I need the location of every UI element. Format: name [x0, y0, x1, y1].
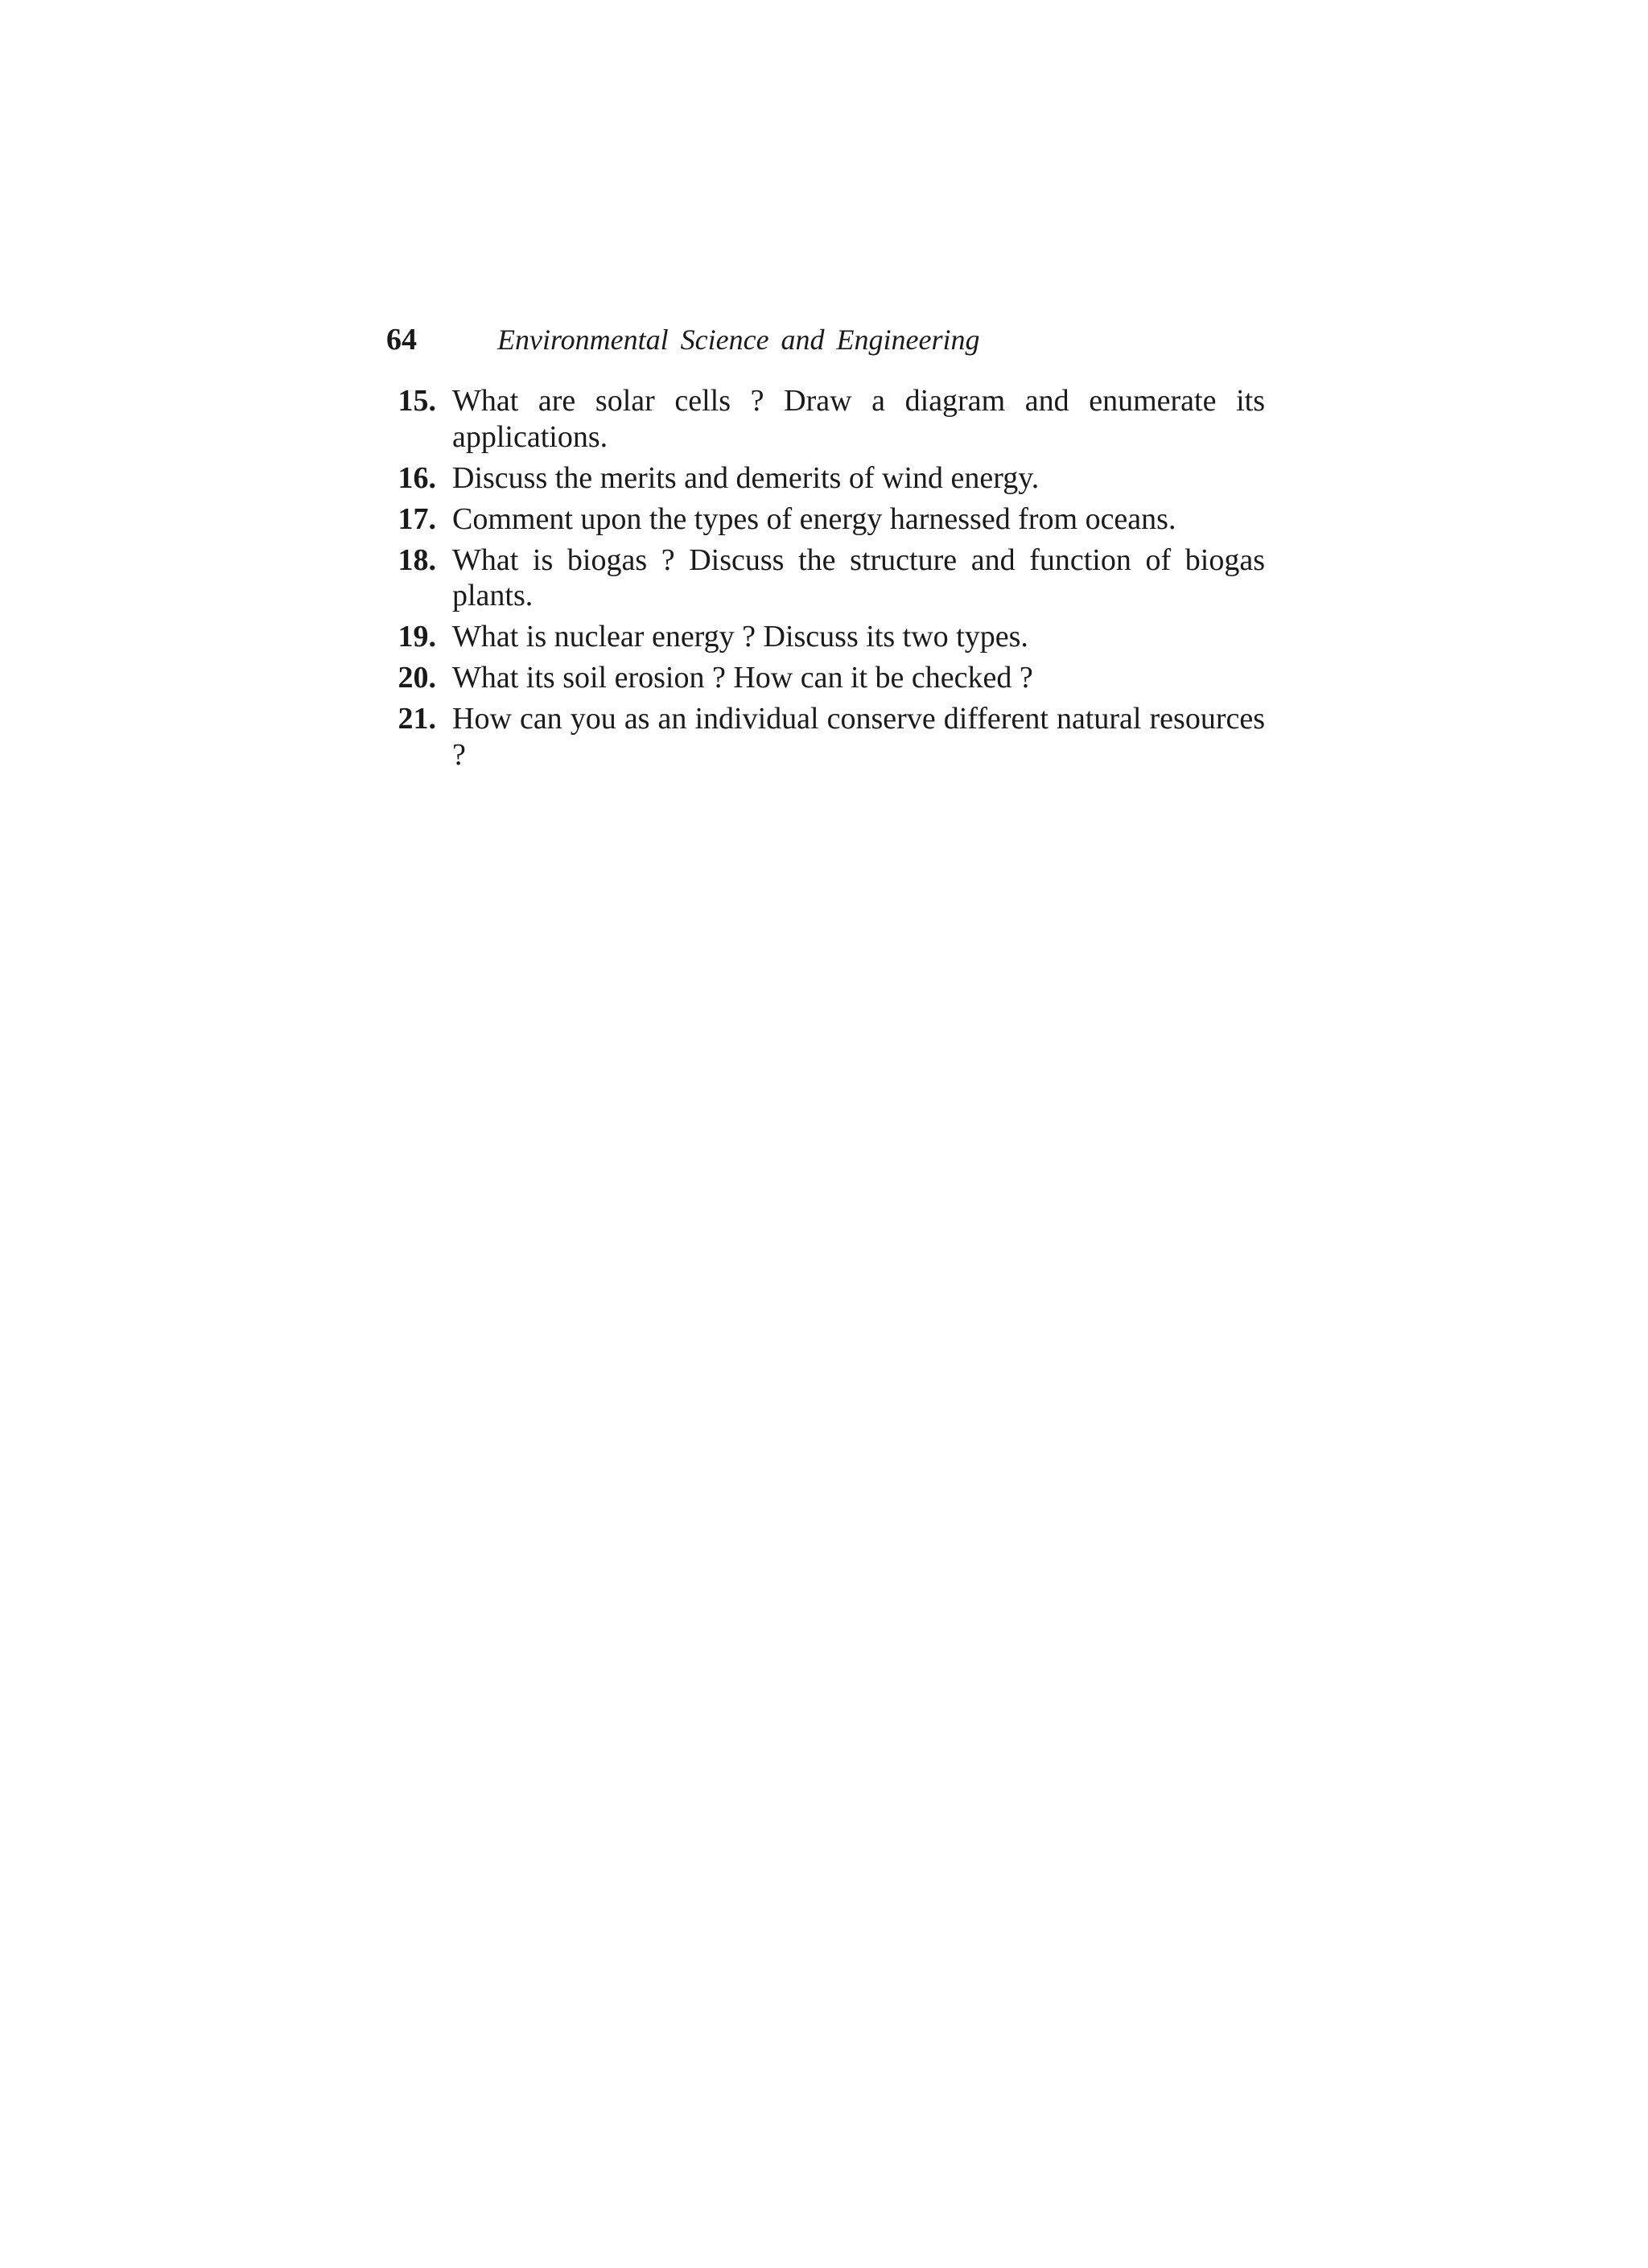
running-title: Environmental Science and Engineering — [497, 324, 980, 356]
question-text: How can you as an individual conserve different natural resources ? — [452, 702, 1265, 772]
question-number: 21. — [398, 702, 436, 736]
question-number: 16. — [398, 460, 436, 495]
page-header — [386, 319, 1271, 361]
question-number: 18. — [398, 542, 436, 577]
question-item-19 — [386, 619, 1265, 655]
page-number: 64 — [386, 323, 417, 357]
question-text: What are solar cells ? Draw a diagram and enumerate its applications. — [452, 384, 1265, 454]
question-number: 15. — [398, 384, 436, 418]
question-item-17 — [386, 501, 1265, 538]
question-text: What is nuclear energy ? Discuss its two types. — [452, 620, 1028, 654]
question-text: Discuss the merits and demerits of wind energy. — [452, 460, 1040, 495]
question-number: 19. — [398, 620, 436, 654]
question-number: 17. — [398, 501, 436, 536]
question-list — [386, 383, 1265, 778]
question-item-21 — [386, 701, 1265, 773]
question-text: What its soil erosion ? How can it be checked ? — [452, 661, 1033, 695]
question-number: 20. — [398, 661, 436, 695]
question-item-20 — [386, 660, 1265, 696]
question-item-16 — [386, 460, 1265, 497]
question-item-18 — [386, 542, 1265, 614]
question-text: Comment upon the types of energy harnessed from oceans. — [452, 501, 1176, 536]
question-item-15 — [386, 383, 1265, 455]
question-text: What is biogas ? Discuss the structure and function of biogas plants. — [452, 542, 1265, 612]
